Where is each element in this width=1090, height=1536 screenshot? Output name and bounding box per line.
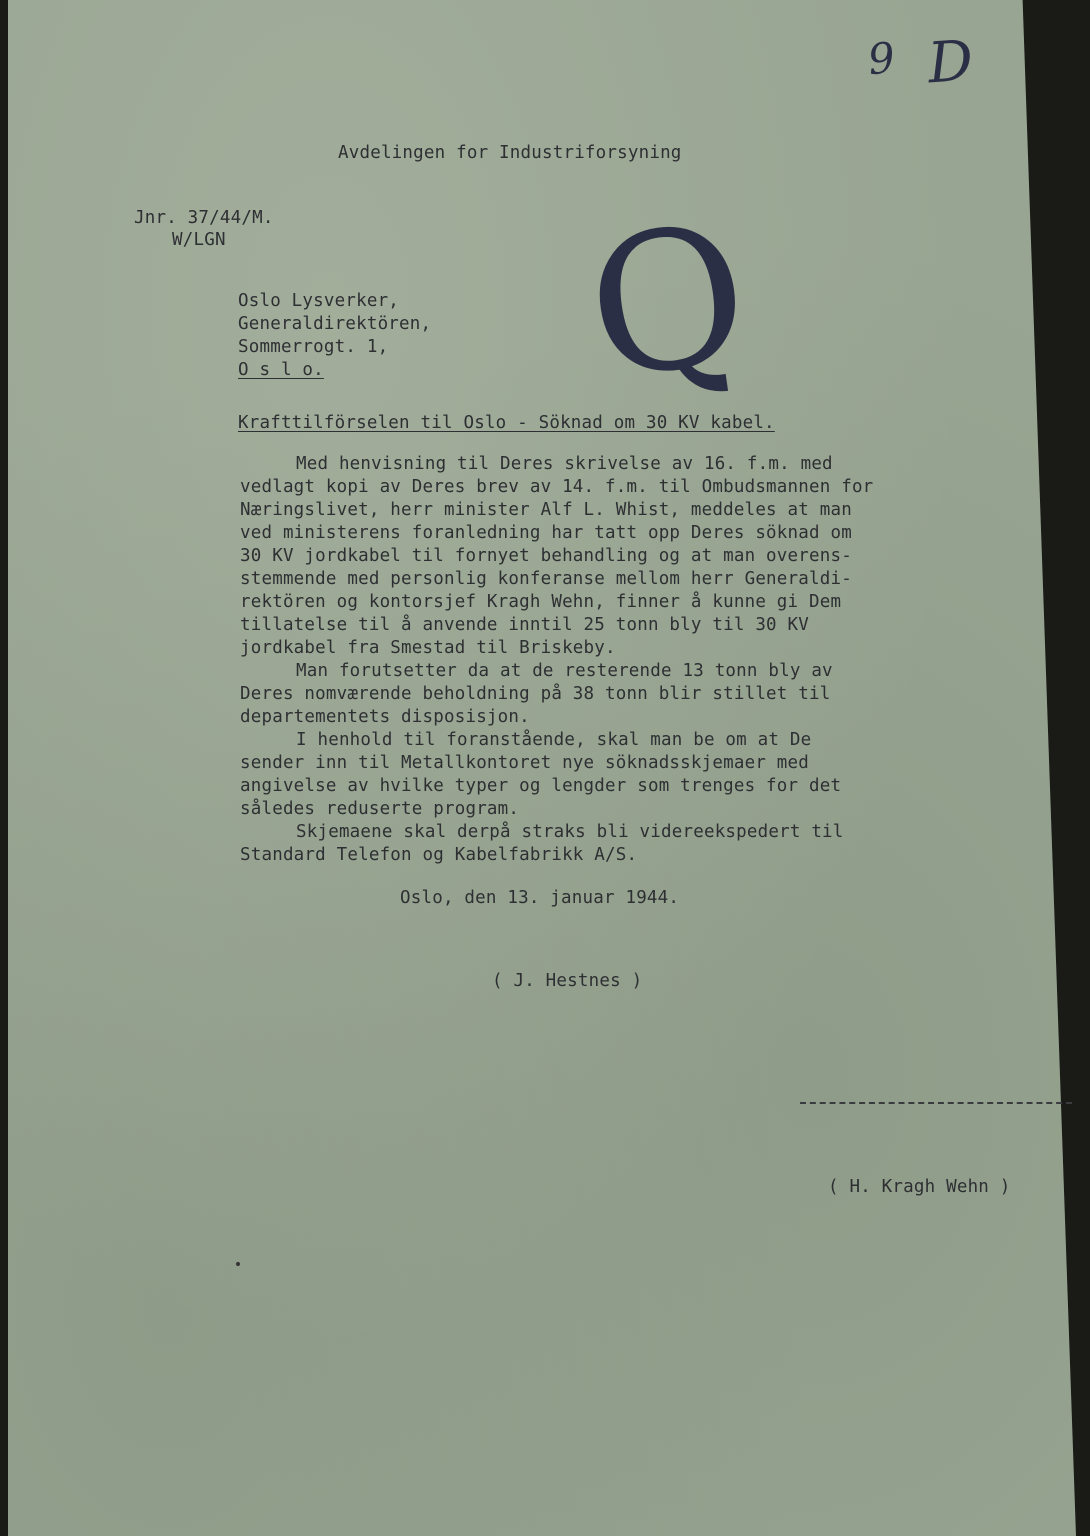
body-line: således reduserte program.: [240, 799, 520, 819]
body-line: I henhold til foranstående, skal man be om at De: [296, 730, 812, 750]
signatory-hestnes: ( J. Hestnes ): [492, 971, 643, 991]
archive-number: 9: [865, 32, 898, 85]
signatory-kragh-wehn: ( H. Kragh Wehn ): [828, 1177, 1011, 1197]
reference-initials: W/LGN: [172, 230, 226, 250]
body-line: departementets disposisjon.: [240, 707, 530, 727]
body-line: tillatelse til å anvende inntil 25 tonn bly til 30 KV: [240, 615, 810, 635]
archive-letter: D: [925, 28, 976, 97]
paper-speck: [236, 1262, 240, 1266]
body-line: ved ministerens foranledning har tatt opp Deres söknad om: [240, 523, 852, 543]
body-line: stemmende med personlig konferanse mellom herr Generaldi-: [240, 569, 852, 589]
recipient-title: Generaldirektören,: [238, 314, 432, 334]
place-date: Oslo, den 13. januar 1944.: [400, 888, 680, 908]
body-line: rektören og kontorsjef Kragh Wehn, finner å kunne gi Dem: [240, 592, 842, 612]
subject-line: Krafttilförselen til Oslo - Söknad om 30 KV kabel.: [238, 413, 775, 433]
body-line: angivelse av hvilke typer og lengder som trenges for det: [240, 776, 842, 796]
body-line: Man forutsetter da at de resterende 13 tonn bly av: [296, 661, 833, 681]
body-line: vedlagt kopi av Deres brev av 14. f.m. til Ombudsmannen for: [240, 477, 874, 497]
journal-number: Jnr. 37/44/M.: [134, 208, 274, 228]
handwritten-initial: Q: [575, 182, 761, 423]
body-line: sender inn til Metallkontoret nye söknadsskjemaer med: [240, 753, 810, 773]
body-line: 30 KV jordkabel til fornyet behandling og at man overens-: [240, 546, 852, 566]
body-line: Næringslivet, herr minister Alf L. Whist, meddeles at man: [240, 500, 852, 520]
body-line: jordkabel fra Smestad til Briskeby.: [240, 638, 616, 658]
department-heading: Avdelingen for Industriforsyning: [338, 143, 682, 163]
recipient-city: O s l o.: [238, 360, 324, 380]
recipient-street: Sommerrogt. 1,: [238, 337, 389, 357]
body-line: Skjemaene skal derpå straks bli videreekspedert til: [296, 822, 844, 842]
body-line: Standard Telefon og Kabelfabrikk A/S.: [240, 845, 638, 865]
signature-line: [800, 1102, 1072, 1104]
recipient-name: Oslo Lysverker,: [238, 291, 400, 311]
body-line: Med henvisning til Deres skrivelse av 16. f.m. med: [296, 454, 833, 474]
body-line: Deres nomværende beholdning på 38 tonn blir stillet til: [240, 684, 831, 704]
